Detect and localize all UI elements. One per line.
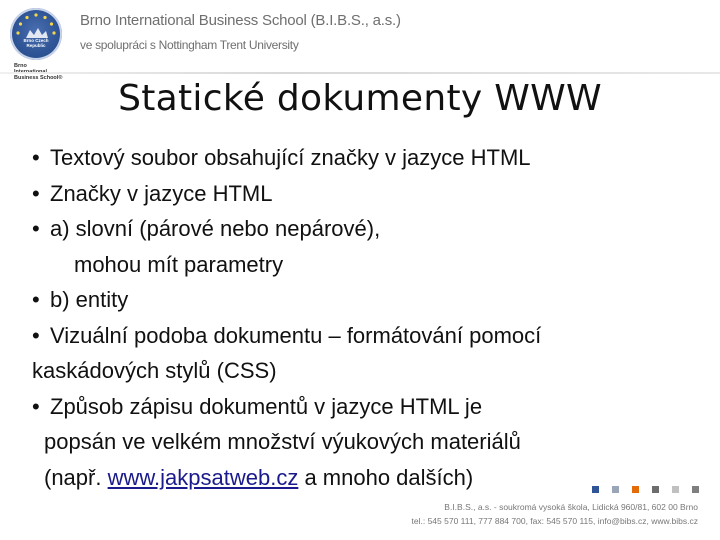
jakpsatweb-link[interactable]: www.jakpsatweb.cz <box>107 464 299 490</box>
bullet-continuation: mohou mít parametry <box>74 251 284 277</box>
footer-address: B.I.B.S., a.s. - soukromá vysoká škola, Lidická 960/81, 602 00 Brno <box>444 502 698 512</box>
bullet-icon: • <box>32 322 40 348</box>
bullet-item: • a) slovní (párové nebo nepárové), <box>32 211 702 247</box>
school-seal-icon <box>10 8 62 60</box>
bullet-icon: • <box>32 393 40 419</box>
bullet-continuation: (např. www.jakpsatweb.cz a mnoho dalších) <box>44 464 474 490</box>
bullet-icon: • <box>32 287 40 312</box>
color-dot <box>672 486 679 493</box>
bullet-item: • b) entity <box>32 282 702 318</box>
bullet-item: • Značky v jazyce HTML <box>32 176 702 212</box>
bullet-continuation: kaskádových stylů (CSS) <box>32 358 277 383</box>
bullet-item: • Vizuální podoba dokumentu – formátování pomocí <box>32 318 702 354</box>
eu-stars-icon <box>10 8 62 60</box>
school-logo <box>8 8 68 81</box>
seal-text: Brno Czech Republic <box>23 38 49 48</box>
bullet-icon: • <box>32 216 40 241</box>
slide-title: Statické dokumenty WWW <box>118 78 602 119</box>
school-name: Brno International Business School (B.I.B.S., a.s.) <box>80 12 401 29</box>
slide-body <box>32 140 702 495</box>
color-dot <box>592 486 599 493</box>
bullet-continuation: popsán ve velkém množství výukových materiálů <box>44 429 521 454</box>
color-dot <box>652 486 659 493</box>
logo-caption: Brno Business School® <box>14 63 63 81</box>
bullet-icon: • <box>32 180 40 206</box>
bullet-icon: • <box>32 145 40 170</box>
header-divider <box>0 72 720 74</box>
color-dot <box>692 486 699 493</box>
footer-contacts: tel.: 545 570 111, 777 884 700, fax: 545 570 115, info@bibs.cz, www.bibs.cz <box>411 516 698 526</box>
bullet-item: • Způsob zápisu dokumentů v jazyce HTML je <box>32 389 702 425</box>
color-dot <box>632 486 639 493</box>
footer-color-dots <box>592 486 702 494</box>
bullet-item: • Textový soubor obsahující značky v jazyce HTML <box>32 140 702 176</box>
school-subtitle: ve spolupráci s Nottingham Trent University <box>80 38 299 52</box>
color-dot <box>612 486 619 493</box>
